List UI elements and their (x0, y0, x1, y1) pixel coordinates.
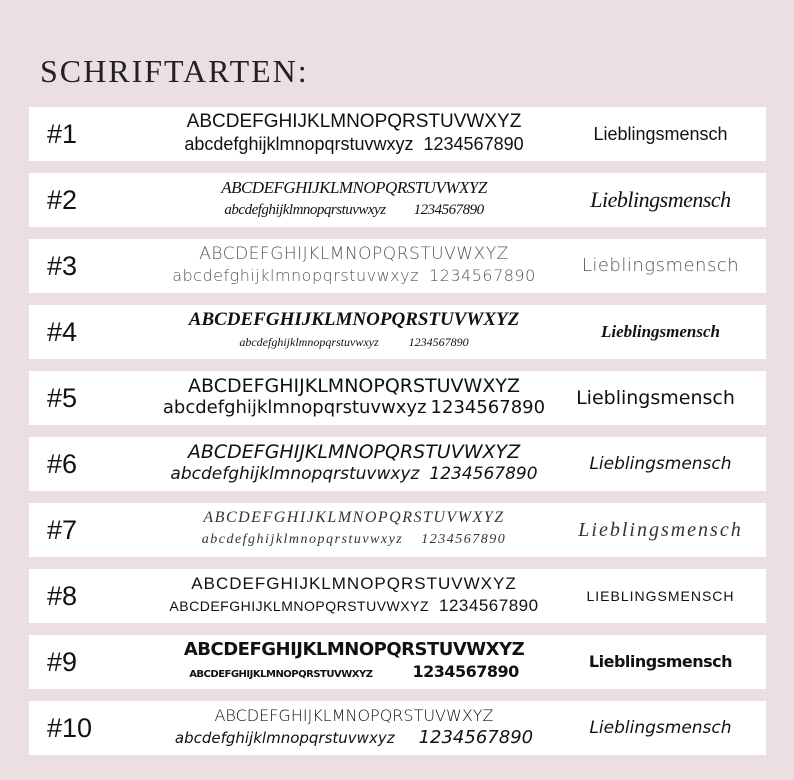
font-row-3 (29, 239, 766, 293)
uppercase-letters: ABCDEFGHIJKLMNOPQRSTUVWXYZ (214, 706, 494, 725)
font-sample: LIEBLINGSMENSCH (586, 588, 735, 604)
font-number: #6 (47, 449, 78, 479)
font-alphabet (119, 177, 589, 221)
lowercase-line (119, 529, 589, 551)
lowercase-letters: abcdefghijklmnopqrstuvwxyz (172, 266, 419, 285)
lowercase-letters: abcdefghijklmnopqrstuvwxyz (170, 464, 420, 484)
font-sample: Lieblingsmensch (576, 387, 735, 409)
font-sample: Lieblingsmensch (593, 124, 728, 144)
uppercase-letters: ABCDEFGHIJKLMNOPQRSTUVWXYZ (186, 111, 522, 132)
font-number: #10 (47, 713, 93, 743)
uppercase-letters: ABCDEFGHIJKLMNOPQRSTUVWXYZ (191, 574, 517, 593)
font-alphabet (119, 309, 589, 353)
uppercase-letters: ABCDEFGHIJKLMNOPQRSTUVWXYZ (188, 309, 520, 330)
lowercase-letters: abcdefghijklmnopqrstuvwxyz (239, 335, 379, 349)
font-number: #4 (47, 317, 78, 347)
lowercase-line (119, 133, 589, 155)
page-title: SCHRIFTARTEN: (40, 53, 309, 90)
font-alphabet (119, 573, 589, 617)
digits: 1234567890 (408, 335, 469, 349)
font-number: #5 (47, 383, 78, 413)
lowercase-letters: ABCDEFGHIJKLMNOPQRSTUVWXYZ (189, 669, 373, 680)
font-sample: Lieblingsmensch (588, 652, 733, 671)
lowercase-line (119, 265, 589, 287)
digits: 1234567890 (430, 397, 546, 418)
font-alphabet (119, 639, 589, 686)
font-alphabet (119, 111, 589, 155)
font-sample: Lieblingsmensch (589, 718, 732, 738)
digits: 1234567890 (421, 532, 507, 547)
uppercase-letters: ABCDEFGHIJKLMNOPQRSTUVWXYZ (187, 441, 521, 463)
uppercase-letters: ABCDEFGHIJKLMNOPQRSTUVWXYZ (183, 639, 525, 660)
digits: 1234567890 (423, 134, 524, 154)
lowercase-letters: abcdefghijklmnopqrstuvwxyz (224, 202, 386, 218)
font-number: #3 (47, 251, 78, 281)
uppercase-letters: ABCDEFGHIJKLMNOPQRSTUVWXYZ (221, 178, 487, 197)
font-sample: Lieblingsmensch (600, 322, 720, 341)
font-row-5 (29, 371, 766, 425)
font-sample: Lieblingsmensch (589, 454, 732, 474)
digits: 1234567890 (412, 662, 519, 681)
lowercase-letters: abcdefghijklmnopqrstuvwxyz (184, 134, 414, 154)
font-row-10 (29, 701, 766, 755)
font-sample: Lieblingsmensch (581, 255, 740, 276)
digits: 1234567890 (428, 266, 536, 285)
font-alphabet (119, 705, 589, 749)
font-row-6 (29, 437, 766, 491)
font-alphabet (109, 375, 599, 419)
font-number: #1 (47, 119, 78, 149)
font-row-4 (29, 305, 766, 359)
font-row-7 (29, 503, 766, 557)
digits: 1234567890 (439, 596, 539, 615)
lowercase-line (109, 397, 599, 419)
uppercase-letters: ABCDEFGHIJKLMNOPQRSTUVWXYZ (199, 244, 509, 264)
lowercase-letters: ABCDEFGHIJKLMNOPQRSTUVWXYZ (169, 598, 430, 614)
font-row-1 (29, 107, 766, 161)
uppercase-letters: ABCDEFGHIJKLMNOPQRSTUVWXYZ (203, 509, 505, 526)
lowercase-line (119, 463, 589, 485)
font-number: #7 (47, 515, 78, 545)
font-number: #8 (47, 581, 78, 611)
font-alphabet (119, 243, 589, 287)
lowercase-letters: abcdefghijklmnopqrstuvwxyz (201, 532, 404, 547)
lowercase-line (119, 595, 589, 617)
font-number: #2 (47, 185, 78, 215)
font-sample: Lieblingsmensch (578, 519, 743, 541)
lowercase-line (119, 331, 589, 353)
digits: 1234567890 (429, 464, 538, 484)
lowercase-line (119, 199, 589, 221)
lowercase-line (119, 661, 589, 686)
uppercase-letters: ABCDEFGHIJKLMNOPQRSTUVWXYZ (188, 375, 520, 397)
font-number: #9 (47, 647, 78, 677)
digits: 1234567890 (413, 202, 484, 218)
digits: 1234567890 (418, 727, 534, 748)
lowercase-letters: abcdefghijklmnopqrstuvwxyz (162, 397, 427, 418)
font-row-9 (29, 635, 766, 689)
font-alphabet (119, 507, 589, 551)
font-sample: Lieblingsmensch (590, 187, 731, 212)
lowercase-line (119, 727, 589, 749)
font-row-8 (29, 569, 766, 623)
lowercase-letters: abcdefghijklmnopqrstuvwxyz (174, 729, 395, 747)
font-alphabet (119, 441, 589, 485)
font-row-2 (29, 173, 766, 227)
